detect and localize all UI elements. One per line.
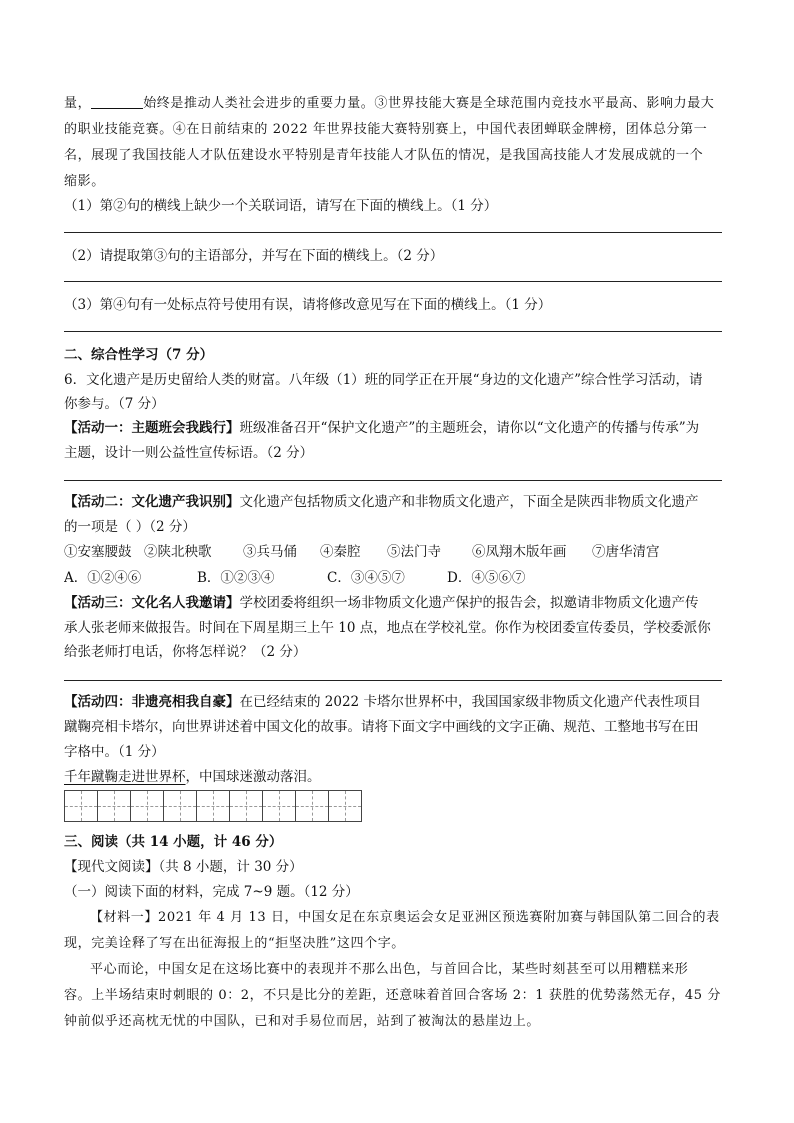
material-1-line-4: 容。上半场结束时刺眼的 0：2，不只是比分的差距，还意味着首回合客场 2：1 获胜的优势荡然无存，45 分: [64, 988, 721, 1003]
heritage-item: ①安塞腰鼓: [64, 544, 132, 560]
writing-cell[interactable]: [196, 790, 230, 822]
question-5-2: （2）请提取第③句的主语部分，并写在下面的横线上。（2 分）: [64, 248, 444, 264]
writing-cell[interactable]: [262, 790, 296, 822]
option-a[interactable]: A．①②④⑥: [64, 570, 142, 586]
answer-line[interactable]: [64, 480, 722, 481]
option-c[interactable]: C．③④⑤⑦: [327, 570, 405, 586]
heritage-item: ⑦唐华清宫: [592, 544, 660, 560]
answer-line[interactable]: [64, 232, 722, 233]
fill-blank[interactable]: [91, 96, 143, 109]
sub-heading: 【现代文阅读】（共 8 小题，计 30 分）: [64, 859, 303, 875]
activity-3-line-3: 给张老师打电话，你将怎样说？（2 分）: [64, 644, 307, 660]
heritage-item: ③兵马俑: [243, 544, 297, 560]
writing-cell[interactable]: [328, 790, 362, 822]
answer-line[interactable]: [64, 680, 722, 681]
section-heading: 三、阅读（共 14 小题，计 46 分）: [64, 834, 283, 850]
heritage-item: ④秦腔: [320, 544, 361, 560]
heritage-item: ⑥凤翔木版年画: [472, 544, 567, 560]
question-6-line-2: 你参与。（7 分）: [64, 396, 165, 412]
tianzige-grid: [64, 790, 361, 822]
option-b[interactable]: B．①②③④: [197, 570, 275, 586]
part-heading: （一）阅读下面的材料，完成 7~9 题。（12 分）: [64, 884, 359, 900]
answer-line[interactable]: [64, 281, 722, 282]
answer-line[interactable]: [64, 331, 722, 332]
activity-4-line-2: 蹴鞠亮相卡塔尔，向世界讲述着中国文化的故事。请将下面文字中画线的文字正确、规范、工整地书写在田: [64, 719, 699, 735]
material-1-line-2: 现，完美诠释了写在出征海报上的“拒坚决胜”这四个字。: [64, 936, 405, 951]
material-1-line-3: 平心而论，中国女足在这场比赛中的表现并不那么出色，与首回合比，某些时刻甚至可以用糟糕来形: [90, 962, 689, 977]
passage-line-3: 名，展现了我国技能人才队伍建设水平特别是青年技能人才队伍的情况，是我国高技能人才发展成就的一个: [64, 148, 704, 163]
heritage-items: [64, 540, 724, 560]
copy-sentence: 千年蹴鞠走进世界杯，中国球迷激动落泪。: [64, 769, 321, 785]
passage-line-4: 缩影。: [64, 174, 105, 189]
question-5-3: （3）第④句有一处标点符号使用有误，请将修改意见写在下面的横线上。（1 分）: [64, 297, 552, 313]
activity-4-line-1: 【活动四：非遗亮相我自豪】在已经结束的 2022 卡塔尔世界杯中，我国国家级非物质文化遗产代表性项目: [64, 694, 701, 710]
writing-cell[interactable]: [97, 790, 131, 822]
heritage-item: ⑤法门寺: [387, 544, 441, 560]
activity-1-line-1: 【活动一：主题班会我践行】班级准备召开“保护文化遗产”的主题班会，请你以“文化遗产的传播与传承”为: [64, 420, 700, 436]
activity-2-line-1: 【活动二：文化遗产我识别】文化遗产包括物质文化遗产和非物质文化遗产，下面全是陕西非物质文化遗产: [64, 494, 699, 510]
material-1-line-5: 钟前似乎还高枕无忧的中国队，已和对手易位而居，站到了被淘汰的悬崖边上。: [64, 1014, 541, 1029]
activity-1-line-2: 主题，设计一则公益性宣传标语。（2 分）: [64, 445, 314, 461]
activity-3-line-2: 承人张老师来做报告。时间在下周星期三上午 10 点，地点在学校礼堂。你作为校团委宣传委员，学校委派你: [64, 620, 711, 636]
passage-line-1: 量， 始终是推动人类社会进步的重要力量。③世界技能大赛是全球范围内竞技水平最高、影响力最大: [64, 96, 715, 111]
writing-cell[interactable]: [64, 790, 98, 822]
activity-2-line-2: 的一项是（ ）（2 分）: [64, 519, 196, 535]
section-heading: 二、综合性学习（7 分）: [64, 347, 214, 363]
heritage-item: ②陕北秧歌: [144, 544, 212, 560]
passage-line-2: 的职业技能竞赛。④在日前结束的 2022 年世界技能大赛特别赛上，中国代表团蝉联金牌榜，团体总分第一: [64, 122, 708, 137]
underlined-text: 千年蹴鞠走进世界杯: [64, 769, 186, 785]
writing-cell[interactable]: [295, 790, 329, 822]
question-5-1: （1）第②句的横线上缺少一个关联词语，请写在下面的横线上。（1 分）: [64, 198, 498, 214]
question-6-line-1: 6．文化遗产是历史留给人类的财富。八年级（1）班的同学正在开展“身边的文化遗产”综合性学习活动，请: [64, 372, 703, 388]
writing-cell[interactable]: [163, 790, 197, 822]
writing-cell[interactable]: [130, 790, 164, 822]
answer-options: [64, 566, 724, 586]
option-d[interactable]: D．④⑤⑥⑦: [447, 570, 526, 586]
activity-4-line-3: 字格中。（1 分）: [64, 744, 165, 760]
writing-cell[interactable]: [229, 790, 263, 822]
material-1-line-1: 【材料一】2021 年 4 月 13 日，中国女足在东京奥运会女足亚洲区预选赛附加赛与韩国队第二回合的表: [90, 910, 720, 925]
activity-3-line-1: 【活动三：文化名人我邀请】学校团委将组织一场非物质文化遗产保护的报告会，拟邀请非物质文化遗产传: [64, 595, 699, 611]
